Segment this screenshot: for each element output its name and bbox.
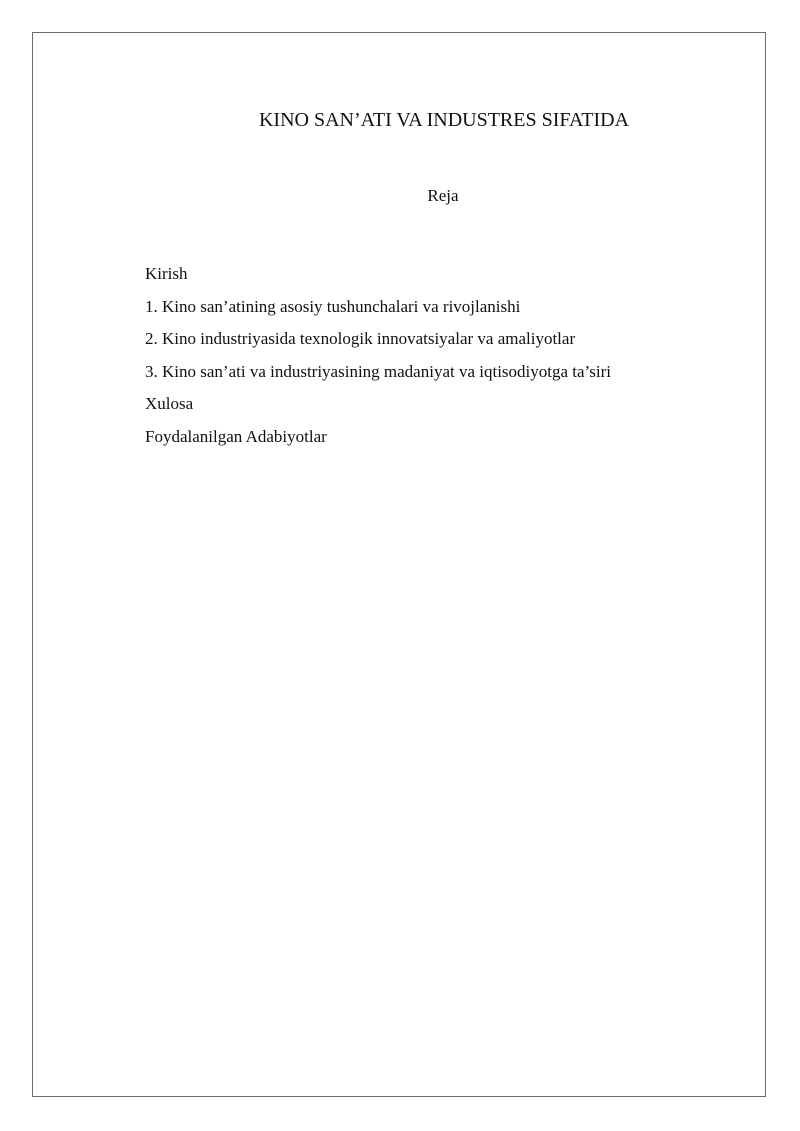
toc-item-introduction: Kirish <box>145 264 188 283</box>
toc-item-chapter-2: 2. Kino industriyasida texnologik innovatsiyalar va amaliyotlar <box>145 329 576 348</box>
toc-item-chapter-1: 1. Kino san’atining asosiy tushunchalari va rivojlanishi <box>145 296 521 316</box>
toc-item-chapter-3: 3. Kino san’ati va industriyasining madaniyat va iqtisodiyotga ta’siri <box>145 361 612 381</box>
document-title: KINO SAN’ATI VA INDUSTRES SIFATIDA <box>258 109 630 131</box>
plan-heading: Reja <box>427 186 459 205</box>
toc-item-conclusion: Xulosa <box>145 394 194 413</box>
toc-item-references: Foydalanilgan Adabiyotlar <box>145 426 327 446</box>
table-of-contents <box>145 258 611 453</box>
